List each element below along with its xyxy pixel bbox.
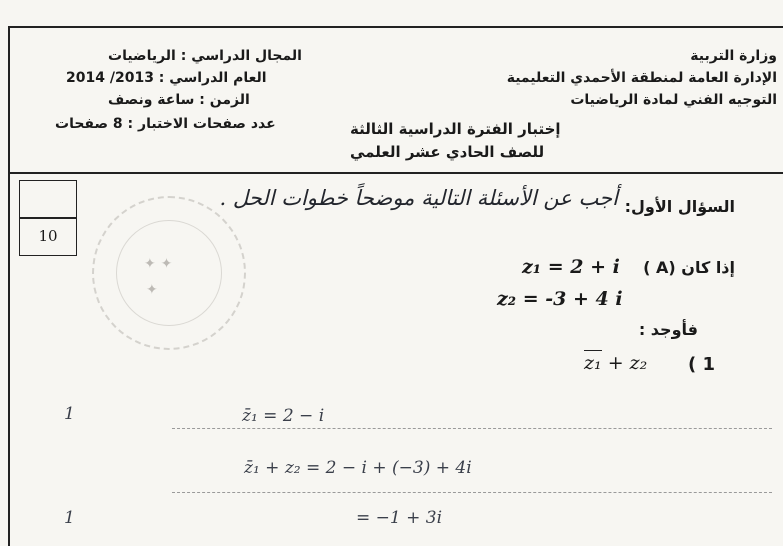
exam-title: إختبار الفترة الدراسية الثالثة [350, 120, 561, 138]
ministry-name: وزارة التربية [690, 48, 777, 64]
answer-line [172, 492, 772, 493]
item-expression [584, 352, 647, 374]
answer-step-3: = −1 + 3i [356, 508, 443, 528]
answer-step-2: z̄₁ + z₂ = 2 − i + (−3) + 4i [244, 458, 472, 478]
find-label: فأوجد : [638, 320, 698, 339]
margin-mark: 1 [64, 508, 75, 528]
item-number: ( 1 [688, 354, 716, 375]
page-border-top [8, 26, 783, 28]
exam-duration: الزمن : ساعة ونصف [108, 92, 250, 108]
z2-definition: z₂ = -3 + 4 i [497, 288, 623, 310]
page-border-left [8, 26, 10, 546]
handwritten-instruction: أجب عن الأسئلة التالية موضحاً خطوات الحل . [219, 186, 618, 210]
answer-step-1: z̄₁ = 2 − i [242, 406, 325, 426]
answer-line [172, 428, 772, 429]
directorate-name: الإدارة العامة لمنطقة الأحمدي التعليمية [506, 70, 777, 86]
class-title: للصف الحادي عشر العلمي [350, 143, 545, 161]
margin-mark: 1 [64, 404, 75, 424]
question-title: السؤال الأول: [624, 197, 735, 216]
official-stamp: ✦ ✦ ✦ [92, 196, 246, 350]
total-marks: 10 [38, 227, 58, 245]
part-a-label: ( A) إذا كان [643, 258, 735, 277]
school-year: العام الدراسي : 2013/ 2014 [66, 70, 267, 86]
total-marks-box [19, 218, 77, 256]
item-expression-rest: + z₂ [607, 352, 648, 374]
supervision-name: التوجيه الفني لمادة الرياضيات [570, 92, 777, 108]
grade-box [19, 180, 77, 218]
page-count: عدد صفحات الاختبار : 8 صفحات [55, 116, 276, 132]
subject-field: المجال الدراسي : الرياضيات [108, 48, 302, 64]
z1-definition: z₁ = 2 + i [522, 256, 620, 278]
header-separator [8, 172, 783, 174]
z1-conjugate: z₁ [584, 352, 602, 374]
